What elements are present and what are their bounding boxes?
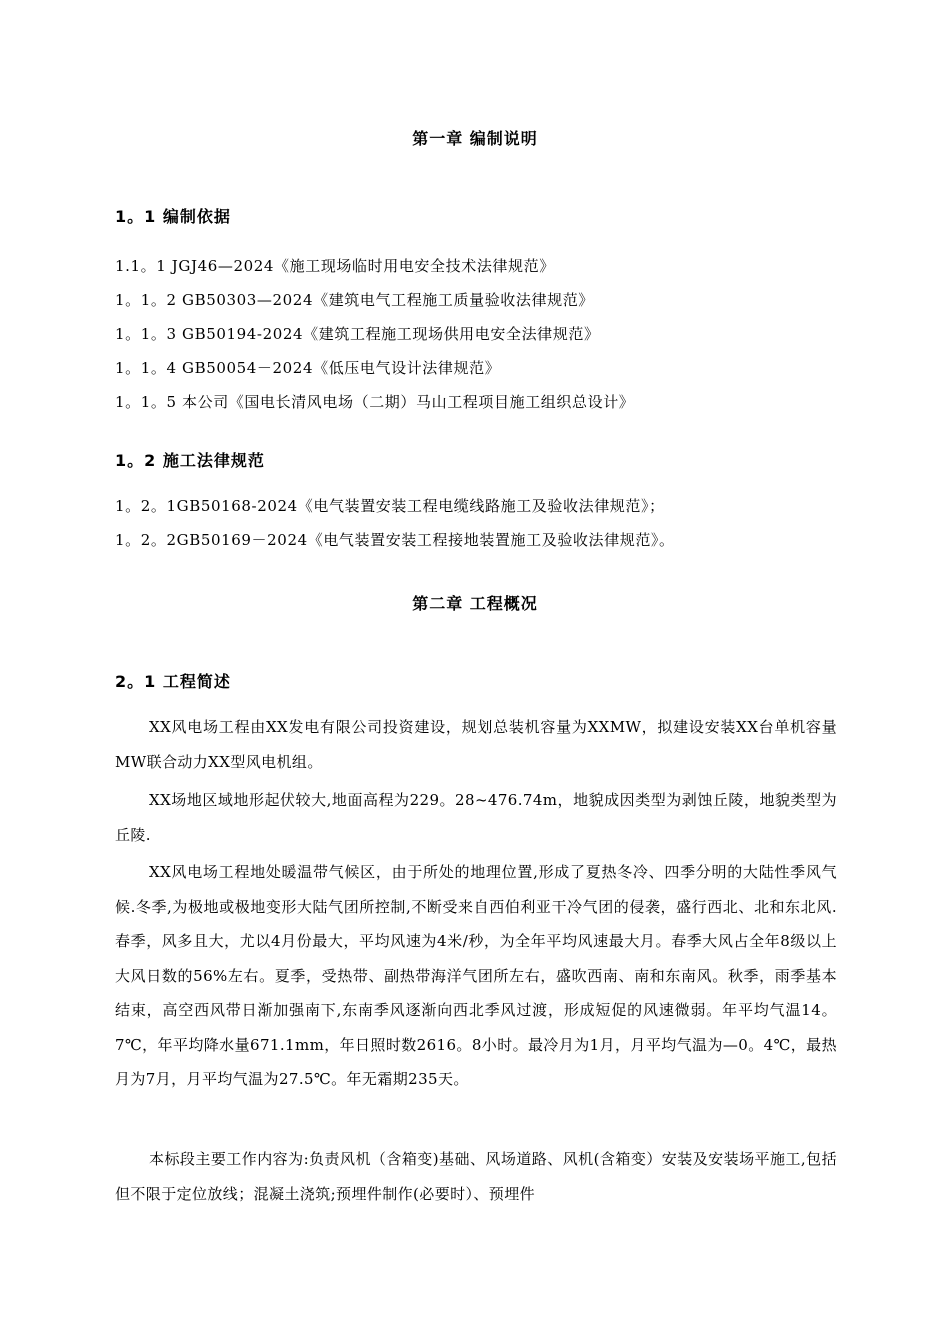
- reference-item: 1。1。5 本公司《国电长清风电场（二期）马山工程项目施工组织总设计》: [115, 393, 635, 411]
- chapter-2-title: 第二章 工程概况: [412, 594, 538, 613]
- reference-item: 1。1。4 GB50054－2024《低压电气设计法律规范》: [115, 359, 501, 377]
- chapter-1-title: 第一章 编制说明: [412, 129, 538, 148]
- reference-item: 1。1。3 GB50194-2024《建筑工程施工现场供用电安全法律规范》: [115, 325, 600, 343]
- terrain-paragraph: XX场地区域地形起伏较大,地面高程为229。28~476.74m，地貌成因类型为剥蚀丘陵，地貌类型为丘陵.: [115, 791, 837, 844]
- section-1-2-title: 1。2 施工法律规范: [115, 451, 265, 470]
- reference-item: 1。1。2 GB50303—2024《建筑电气工程施工质量验收法律规范》: [115, 291, 594, 309]
- standard-item: 1。2。2GB50169－2024《电气装置安装工程接地装置施工及验收法律规范》。: [115, 531, 675, 549]
- section-2-1-title: 2。1 工程简述: [115, 672, 231, 691]
- section-1-1-title: 1。1 编制依据: [115, 207, 231, 226]
- standard-item: 1。2。1GB50168-2024《电气装置安装工程电缆线路施工及验收法律规范》；: [115, 497, 665, 515]
- scope-paragraph: 本标段主要工作内容为:负责风机（含箱变)基础、风场道路、风机(含箱变）安装及安装场平施工,包括但不限于定位放线；混凝土浇筑;预埋件制作(必要时）、预埋件: [115, 1150, 837, 1203]
- reference-item: 1.1。1 JGJ46—2024《施工现场临时用电安全技术法律规范》: [115, 257, 555, 275]
- overview-paragraph: XX风电场工程由XX发电有限公司投资建设，规划总装机容量为XXMW，拟建设安装XX台单机容量MW联合动力XX型风电机组。: [115, 718, 837, 771]
- climate-paragraph: XX风电场工程地处暖温带气候区，由于所处的地理位置,形成了夏热冬冷、四季分明的大陆性季风气候.冬季,为极地或极地变形大陆气团所控制,不断受来自西伯利亚干冷气团的侵袭，盛行西北、北和东北风.春季，风多且大，尤以4月份最大，平均风速为4米/秒，为全年平均风速最大月。春季大风占全年8级以上大风日数的56%左右。夏季，受热带、副热带海洋气团所左右，盛吹西南、南和东南风。秋季，雨季基本结束，高空西风带日渐加强南下,东南季风逐渐向西北季风过渡，形成短促的风速微弱。年平均气温14。7℃，年平均降水量671.1mm，年日照时数2616。8小时。最冷月为1月，月平均气温为—0。4℃，最热月为7月，月平均气温为27.5℃。年无霜期235天。: [115, 863, 837, 1088]
